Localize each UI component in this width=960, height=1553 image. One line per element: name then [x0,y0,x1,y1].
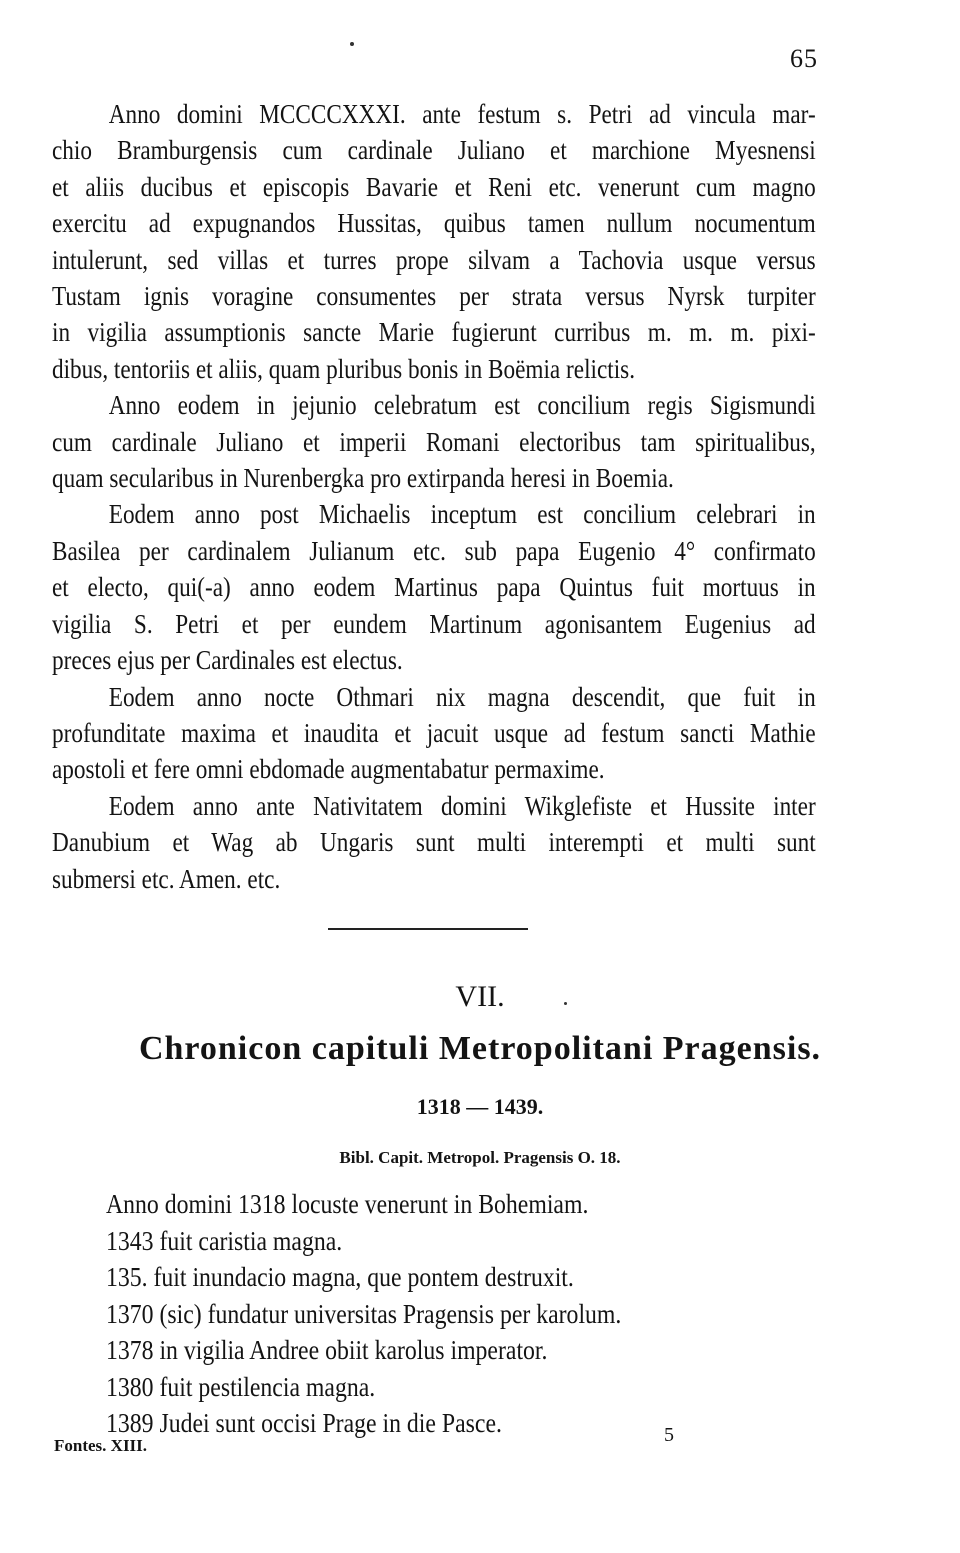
chronicle-entry: 1370 (sic) fundatur universitas Pragensis per karolum. [106,1298,622,1329]
text-line: profunditate maxima et inaudita et jacuit usque ad festum sancti Mathie [52,717,816,748]
manuscript-source: Bibl. Capit. Metropol. Pragensis O. 18. [339,1148,621,1167]
section-years: 1318 — 1439. [416,1094,544,1119]
section-divider [328,928,528,930]
page-number: 65 [790,44,818,73]
text-line: in vigilia assumptionis sancte Marie fugierunt curribus m. m. m. pixi- [52,317,816,348]
chronicle-text-block [52,96,816,897]
text-line: vigilia S. Petri et per eundem Martinum agonisantem Eugenius ad [52,608,816,639]
chronicle-entry: 1380 fuit pestilencia magna. [106,1371,376,1402]
chronicle-entry: 1343 fuit caristia magna. [106,1225,343,1256]
chronicle-entries [106,1186,692,1442]
sheet-number: 5 [664,1424,674,1446]
text-line: cum cardinale Juliano et imperii Romani electoribus tam spiritualibus, [52,426,816,457]
text-line: Eodem anno ante Nativitatem domini Wikglefiste et Hussite inter [108,790,816,821]
text-line: Eodem anno post Michaelis inceptum est concilium celebrari in [108,499,816,530]
text-line: Anno domini MCCCCXXXI. ante festum s. Petri ad vincula mar- [108,99,816,129]
print-speck [350,42,354,46]
print-speck [564,1002,567,1005]
text-line: Anno eodem in jejunio celebratum est concilium regis Sigismundi [108,390,816,421]
text-line: Danubium et Wag ab Ungaris sunt multi interempti et multi sunt [52,827,816,858]
text-line: Eodem anno nocte Othmari nix magna descendit, que fuit in [108,681,816,712]
chronicle-entry: 1378 in vigilia Andree obiit karolus imperator. [106,1335,548,1365]
text-line: submersi etc. Amen. etc. [52,863,281,894]
text-line: preces ejus per Cardinales est electus. [52,645,403,676]
text-line: Basilea per cardinalem Julianum etc. sub papa Eugenio 4° confirmato [52,535,816,566]
chronicle-entry: 1389 Judei sunt occisi Prage in die Pasce. [106,1408,502,1438]
text-line: quam secularibus in Nurenbergka pro extirpanda heresi in Boemia. [52,463,674,494]
text-line: chio Bramburgensis cum cardinale Juliano et marchione Myesnensi [52,135,816,166]
text-line: et aliis ducibus et episcopis Bavarie et Reni etc. venerunt cum magno [52,171,816,202]
text-line: exercitu ad expugnandos Hussitas, quibus tamen nullum nocumentum [52,208,816,239]
chronicle-entry: 135. fuit inundacio magna, que pontem destruxit. [106,1262,574,1292]
section-title: Chronicon capituli Metropolitani Pragensis. [138,1030,822,1067]
text-line: dibus, tentoriis et aliis, quam pluribus bonis in Boëmia relictis. [52,353,636,384]
volume-signature: Fontes. XIII. [54,1436,148,1455]
chronicle-entry: Anno domini 1318 locuste venerunt in Bohemiam. [106,1189,589,1219]
text-line: intulerunt, sed villas et turres prope silvam a Tachovia usque versus [52,244,816,275]
text-line: apostoli et fere omni ebdomade augmentabatur permaxime. [52,754,605,785]
section-number: VII. [455,980,505,1013]
text-line: et electo, qui(-a) anno eodem Martinus papa Quintus fuit mortuus in [52,572,816,603]
text-line: Tustam ignis voragine consumentes per strata versus Nyrsk turpiter [52,281,816,312]
